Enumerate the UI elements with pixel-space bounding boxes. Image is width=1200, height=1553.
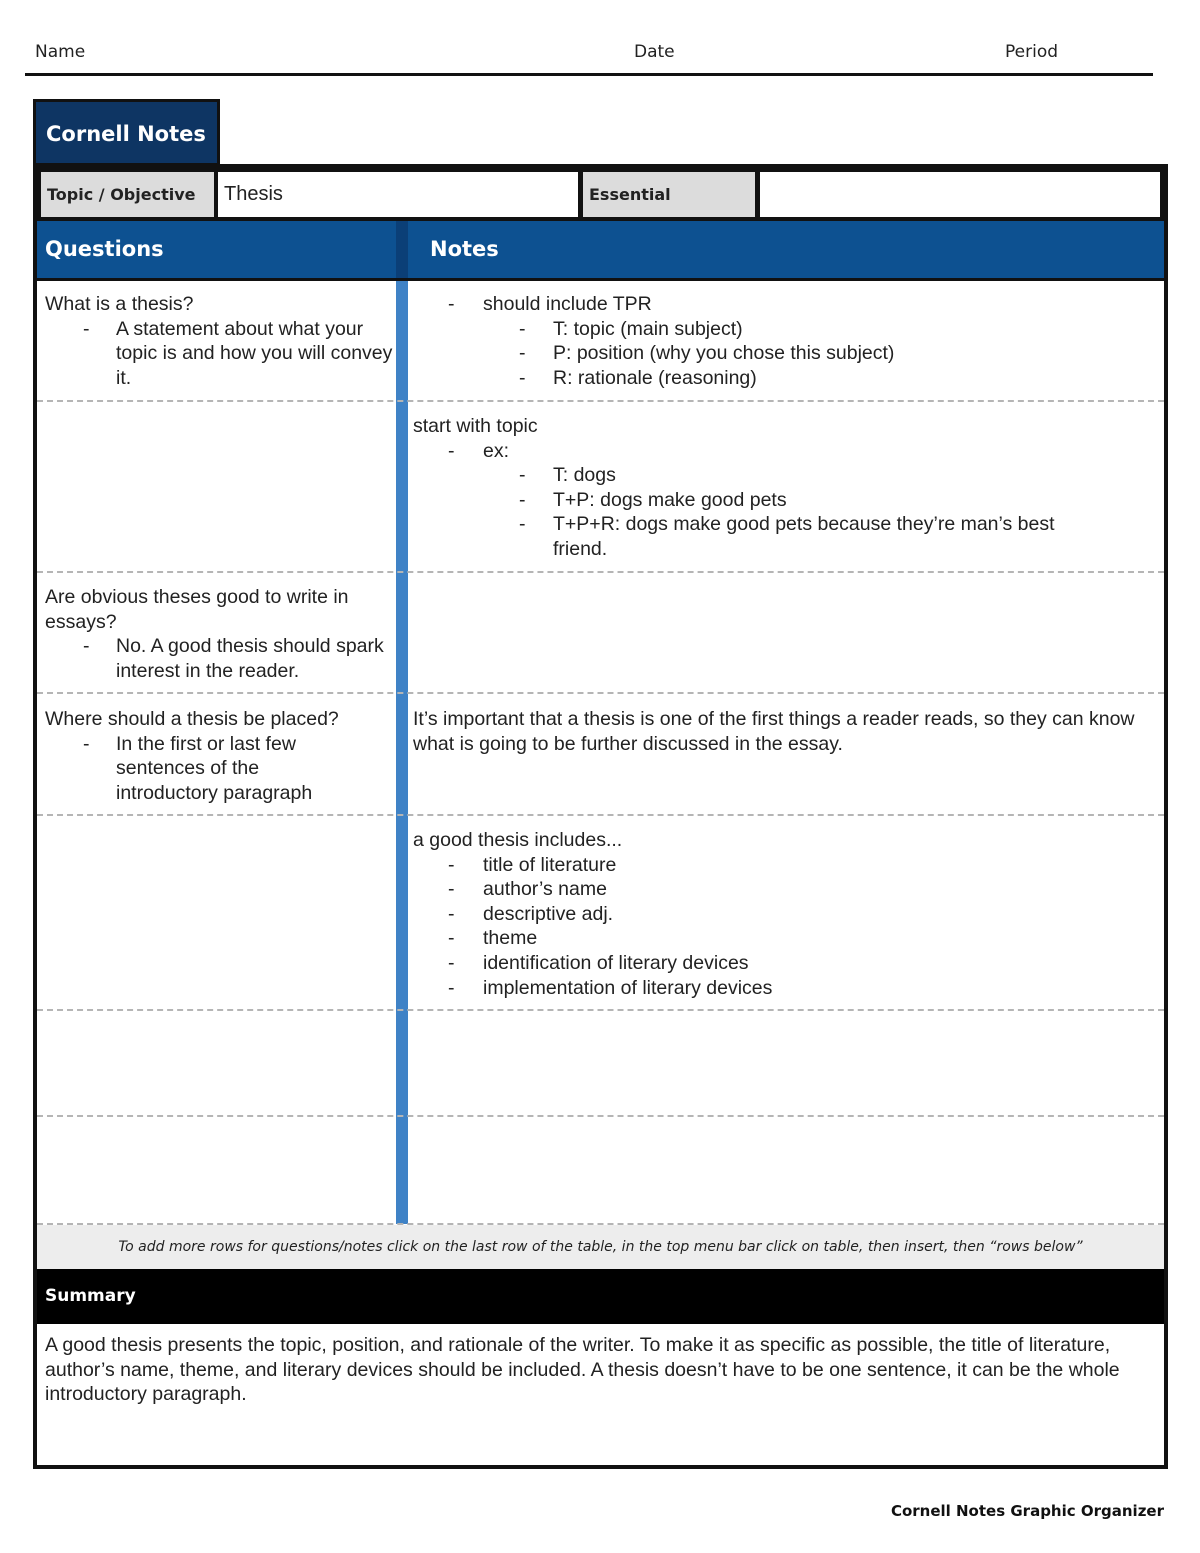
essential-question-label: Essential — [583, 172, 755, 217]
notes-subbullet: - T+P+R: dogs make good pets because they’re man’s best friend. — [519, 513, 1055, 560]
footer-label: Cornell Notes Graphic Organizer — [890, 1502, 1164, 1520]
cornell-notes-table — [33, 164, 1168, 1469]
row-separator — [37, 692, 1164, 694]
notes-subbullet: - T: dogs — [519, 464, 616, 487]
question-text: Are obvious theses good to write in essays? — [45, 586, 349, 633]
row-separator — [37, 814, 1164, 816]
notes-bullet: - identification of literary devices — [448, 951, 749, 974]
summary-text[interactable]: A good thesis presents the topic, position, and rationale of the writer. To make it as specific as possible, the title of literature, author’s name, theme, and literary devices should be included. A thesis doesn’t have to be one sentence, it can be the whole introductory paragraph. — [45, 1334, 1120, 1406]
header-separator — [396, 221, 408, 281]
notes-bullet: - author’s name — [448, 878, 607, 901]
column-divider — [396, 281, 408, 1224]
period-label: Period — [1005, 42, 1059, 62]
instructions-text: To add more rows for questions/notes click on the last row of the table, in the top menu bar click on table, then insert, then “rows below” — [37, 1225, 1164, 1269]
topic-field[interactable]: Thesis — [218, 172, 578, 217]
topic-label: Topic / Objective — [41, 172, 214, 217]
question-cell[interactable] — [45, 292, 395, 390]
header-underline — [25, 73, 1153, 76]
notes-bullet: - implementation of literary devices — [448, 976, 773, 999]
question-text: What is a thesis? — [45, 293, 194, 315]
question-text: Where should a thesis be placed? — [45, 708, 339, 730]
notes-subbullet: - P: position (why you chose this subject) — [519, 342, 895, 365]
notes-cell[interactable] — [413, 828, 1158, 1000]
notes-cell[interactable] — [413, 292, 1158, 390]
row-separator — [37, 1115, 1164, 1117]
date-label: Date — [634, 42, 675, 62]
notes-subbullet: - R: rationale (reasoning) — [519, 366, 757, 389]
question-cell[interactable] — [45, 585, 390, 683]
question-bullet: - No. A good thesis should spark interest in the reader. — [83, 635, 384, 682]
notes-header: Notes — [408, 221, 1164, 281]
question-bullet: - In the first or last few sentences of the introductory paragraph — [83, 732, 313, 804]
question-bullet: - A statement about what your topic is and how you will convey it. — [83, 317, 393, 389]
page-title: Cornell Notes — [33, 99, 220, 166]
topic-row — [37, 168, 1164, 221]
row-separator — [37, 400, 1164, 402]
row-separator — [37, 1009, 1164, 1011]
notes-text: a good thesis includes... — [413, 829, 623, 851]
questions-header: Questions — [37, 221, 396, 281]
question-cell[interactable] — [45, 707, 390, 805]
row-separator — [37, 571, 1164, 573]
notes-bullet: - descriptive adj. — [448, 902, 614, 925]
notes-text: start with topic — [413, 415, 538, 437]
notes-subbullet: - T: topic (main subject) — [519, 317, 743, 340]
summary-header: Summary — [37, 1269, 1164, 1324]
name-label: Name — [35, 42, 86, 62]
notes-bullet: - title of literature — [448, 853, 617, 876]
notes-subbullet: - T+P: dogs make good pets — [519, 488, 787, 511]
notes-cell[interactable] — [413, 707, 1161, 756]
notes-bullet: - ex: — [448, 439, 510, 462]
notes-text: It’s important that a thesis is one of the first things a reader reads, so they can know what is going to be further discussed in the essay. — [413, 708, 1135, 755]
notes-bullet: - theme — [448, 927, 538, 950]
notes-bullet: - should include TPR — [448, 293, 652, 315]
essential-question-field[interactable] — [760, 172, 1160, 217]
notes-cell[interactable] — [413, 414, 1158, 562]
header-bottom-border — [37, 278, 1164, 281]
